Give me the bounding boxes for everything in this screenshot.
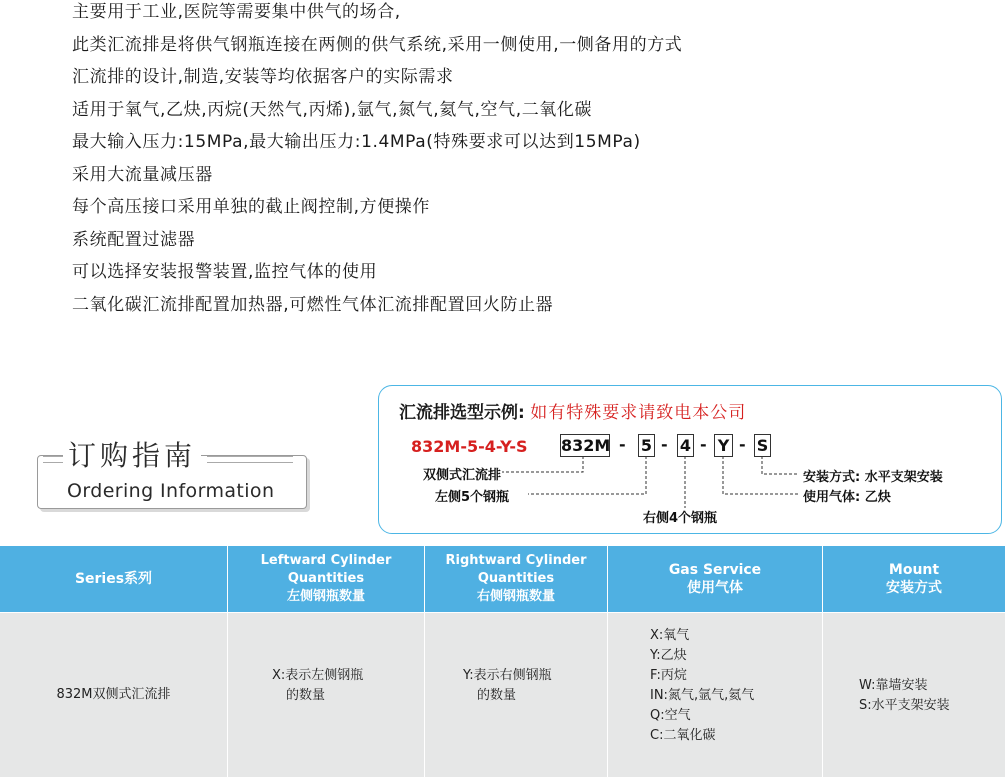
label-mount: 安装方式: 水平支架安装 — [803, 470, 943, 485]
feature-item: 主要用于工业,医院等需要集中供气的场合, — [72, 2, 401, 22]
gas-option: X:氧气 — [650, 628, 690, 643]
right-desc-line: 的数量 — [477, 688, 517, 703]
left-desc-line: 的数量 — [286, 688, 326, 703]
header-series-label: Series系列 — [74, 571, 153, 587]
title-rule-left — [43, 456, 63, 463]
segment-separator: - — [700, 435, 707, 454]
header-mount-en: Mount — [888, 562, 940, 578]
callout-line-left — [528, 456, 646, 494]
gas-options — [650, 626, 754, 746]
left-desc-line: X:表示左侧钢瓶 — [272, 668, 364, 683]
label-gas: 使用气体: 乙炔 — [803, 490, 891, 505]
feature-item: 采用大流量减压器 — [72, 164, 213, 185]
cell-left-qty — [228, 613, 425, 777]
cell-gas-service — [608, 613, 823, 777]
segment-separator: - — [739, 435, 746, 454]
feature-item: 系统配置过滤器 — [72, 229, 196, 250]
feature-item: 可以选择安装报警装置,监控气体的使用 — [72, 262, 378, 282]
segment-left: 5 — [638, 434, 655, 457]
label-left: 左侧5个钢瓶 — [435, 490, 510, 505]
feature-item: 二氧化碳汇流排配置加热器,可燃性气体汇流排配置回火防止器 — [72, 294, 554, 315]
left-desc — [272, 666, 363, 706]
header-left-en: Leftward Cylinder Quantities — [260, 553, 392, 586]
feature-item: 适用于氧气,乙炔,丙烷(天然气,丙烯),氩气,氮气,氦气,空气,二氧化碳 — [72, 99, 593, 120]
cell-series — [0, 613, 228, 777]
segment-separator: - — [661, 435, 668, 454]
feature-item: 汇流排的设计,制造,安装等均依据客户的实际需求 — [72, 67, 454, 87]
header-mount-cn: 安装方式 — [886, 580, 942, 596]
series-value: 832M双侧式汇流排 — [56, 687, 171, 702]
segment-mount: S — [754, 434, 771, 457]
feature-list — [72, 0, 682, 325]
gas-option: C:二氧化碳 — [650, 728, 716, 743]
segment-gas: Y — [714, 434, 733, 457]
header-gas-en: Gas Service — [668, 562, 762, 578]
callout-line-mount — [762, 456, 799, 474]
gas-option: F:丙烷 — [650, 668, 687, 683]
segment-separator: - — [619, 435, 626, 454]
segment-right: 4 — [677, 434, 694, 457]
segment-series: 832M — [561, 436, 611, 455]
header-right-cn: 右侧钢瓶数量 — [476, 589, 555, 604]
example-heading — [399, 398, 746, 423]
header-gas-cn: 使用气体 — [687, 580, 743, 596]
example-model-code: 832M-5-4-Y-S — [411, 437, 528, 456]
header-series — [0, 546, 228, 612]
guide-title-en: Ordering Information — [67, 480, 275, 502]
header-right-qty — [425, 546, 608, 612]
ordering-guide-title — [37, 438, 307, 512]
gas-option: Y:乙炔 — [650, 648, 687, 663]
mount-options — [859, 676, 950, 716]
cell-right-qty — [425, 613, 608, 777]
label-series: 双侧式汇流排 — [423, 468, 502, 483]
right-desc — [463, 666, 552, 706]
example-heading-label: 汇流排选型示例: — [399, 403, 525, 423]
ordering-table — [0, 546, 1005, 777]
mount-option: S:水平支架安装 — [859, 698, 950, 713]
gas-option: IN:氮气,氩气,氦气 — [650, 688, 755, 703]
callout-line-gas — [723, 456, 799, 494]
feature-item: 每个高压接口采用单独的截止阀控制,方便操作 — [72, 197, 431, 217]
header-left-cn: 左侧钢瓶数量 — [286, 589, 365, 604]
header-mount — [823, 546, 1005, 612]
example-heading-note: 如有特殊要求请致电本公司 — [530, 403, 747, 423]
header-right-en: Rightward Cylinder Quantities — [445, 553, 587, 586]
gas-option: Q:空气 — [650, 708, 691, 723]
selection-example — [378, 385, 1002, 534]
label-right: 右侧4个钢瓶 — [643, 511, 718, 526]
cell-mount — [823, 613, 1005, 777]
header-gas-service — [608, 546, 823, 612]
right-desc-line: Y:表示右侧钢瓶 — [463, 668, 552, 683]
guide-title-cn: 订购指南 — [63, 434, 201, 474]
callout-line-series — [502, 456, 583, 472]
header-left-qty — [228, 546, 425, 612]
title-rule-right — [207, 456, 293, 463]
feature-item: 最大输入压力:15MPa,最大输出压力:1.4MPa(特殊要求可以达到15MPa) — [72, 132, 641, 152]
mount-option: W:靠墙安装 — [859, 678, 928, 693]
feature-item: 此类汇流排是将供气钢瓶连接在两侧的供气系统,采用一侧使用,一侧备用的方式 — [72, 34, 683, 55]
